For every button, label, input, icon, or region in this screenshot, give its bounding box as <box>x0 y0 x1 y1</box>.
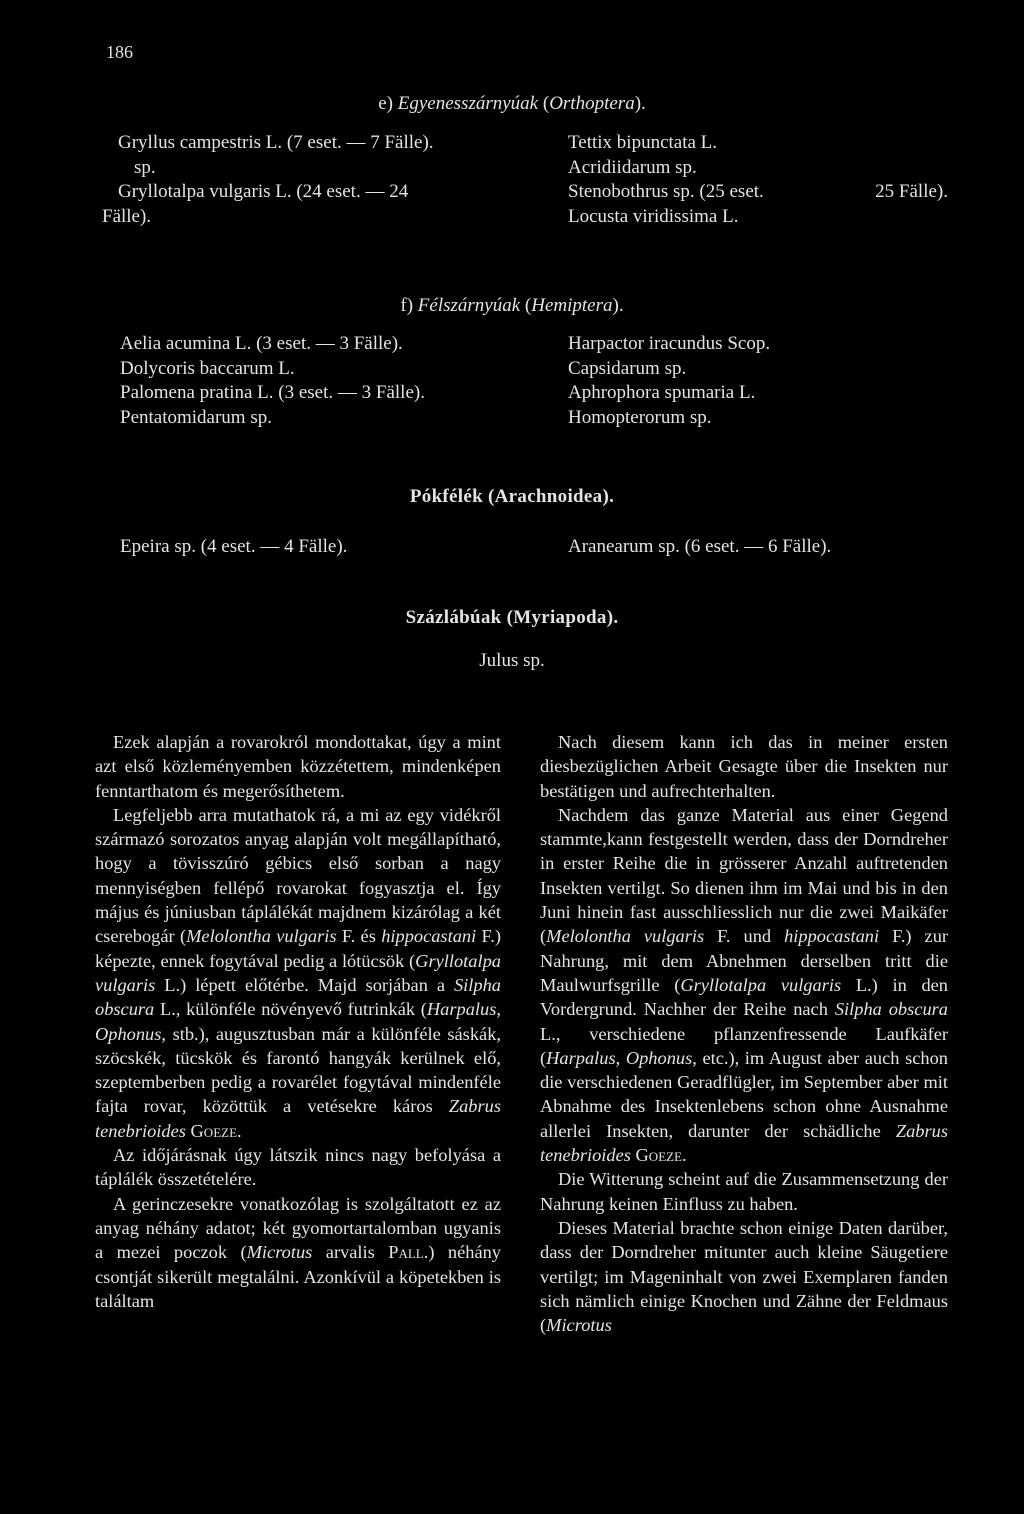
species-entry: Palomena pratina L. (3 eset. — 3 Fälle). <box>120 382 425 403</box>
species-entry: Julus sp. <box>479 650 545 671</box>
paragraph: Ezek alapján a rovarokról mondottakat, úgy a mint azt első közleményemben közzétettem, mindenképen fenntarthatom és megerősíthetem. <box>95 732 501 801</box>
species-entry: Epeira sp. (4 eset. — 4 Fälle). <box>120 536 348 557</box>
species-entry: Aelia acumina L. (3 eset. — 3 Fälle). <box>120 333 403 354</box>
species-entry: Gryllotalpa vulgaris L. (24 eset. — 24 <box>118 181 409 202</box>
heading-myriapoda: Százlábúak (Myriapoda). <box>405 607 619 628</box>
species-entry: Acridiidarum sp. <box>568 156 697 178</box>
species-entry: sp. <box>134 156 156 178</box>
orthoptera-left-list <box>102 131 503 229</box>
orthoptera-right-list <box>568 131 948 229</box>
heading-arachnoidea: Pókfélék (Arachnoidea). <box>409 486 615 507</box>
paragraph: A gerinczesekre vonatkozólag is szolgáltatott ez az anyag néhány adatot; két gyomortartalomban ugyanis a mezei poczok (Microtus arvalis Pall.) néhány csontját sikerült megtalálni. Azonkívül a köpetekben is találtam <box>95 1193 501 1311</box>
hemiptera-left-list <box>120 332 425 430</box>
heading-orthoptera: e) Egyenesszárnyúak (Orthoptera). <box>378 93 646 114</box>
paragraph: Nach diesem kann ich das in meiner ersten diesbezüglichen Arbeit Gesagte über die Insekten nur bestätigen und aufrechterhalten. <box>540 732 948 801</box>
paragraph: Legfeljebb arra mutathatok rá, a mi az egy vidékről származó sorozatos anyag alapján volt megállapítható, hogy a tövisszúró gébics első sorban a nagy mennyiségben fellépő rovarokat fogyasztja el. Így május és júniusban táplálékát majdnem kizárólag a két cserebogár (Melolontha vulgaris F. és hippocastani F.) képezte, ennek fogytával pedig a lótücsök (Gryllotalpa vulgaris L.) lépett előtérbe. Majd sorjában a Silpha obscura L., különféle növényevő futrinkák (Harpalus, Ophonus, stb.), augusztusban már a különféle sáskák, szöcskék, tücskök és farontó hangyák kerülnek elő, szeptemberben pedig a rovarélet fogytával mindenféle fajta rovar, közöttük a vetésekre káros Zabrus tenebrioides Goeze. <box>95 804 502 1141</box>
paragraph: Az időjárásnak úgy látszik nincs nagy befolyása a táplálék összetételére. <box>95 1145 501 1190</box>
page-number: 186 <box>106 42 133 62</box>
species-entry: Homopterorum sp. <box>568 406 712 428</box>
species-entry: Aphrophora spumaria L. <box>568 382 756 403</box>
paragraph: Die Witterung scheint auf die Zusammensetzung der Nahrung keinen Einfluss zu haben. <box>540 1169 948 1214</box>
hemiptera-right-list <box>568 332 770 430</box>
species-entry: Capsidarum sp. <box>568 357 687 379</box>
paragraph: Nachdem das ganze Material aus einer Gegend stammte,kann festgestellt werden, dass der Dorndreher in erster Reihe die in grösserer Anzahl auftretenden Insekten vertilgt. So dienen ihm im Mai und bis in den Juni hinein fast ausschliesslich nur die zwei Maikäfer (Melolontha vulgaris F. und hippocastani F.) zur Nahrung, mit dem Abnehmen derselben tritt die Maulwurfsgrille (Gryllotalpa vulgaris L.) in den Vordergrund. Nachher der Reihe nach Silpha obscura L., verschiedene pflanzenfressende Laufkäfer (Harpalus, Ophonus, etc.), im August aber auch schon die verschiedenen Geradflügler, im September aber mit Abnahme des Insektenlebens schon ohne Ausnahme allerlei Insekten, darunter der schädliche Zabrus tenebrioides Goeze. <box>540 804 949 1166</box>
species-entry: Fälle). <box>102 205 152 227</box>
species-entry: Tettix bipunctata L. <box>568 132 718 153</box>
species-entry: 25 Fälle). <box>875 181 948 202</box>
species-entry: Pentatomidarum sp. <box>120 406 272 428</box>
species-entry: Aranearum sp. (6 eset. — 6 Fälle). <box>568 536 832 557</box>
paragraph: Dieses Material brachte schon einige Daten darüber, dass der Dorndreher mitunter auch kleine Säugetiere vertilgt; im Mageninhalt von zwei Exemplaren fanden sich nämlich einige Knochen und Zähne der Feldmaus (Microtus <box>540 1217 948 1336</box>
hungarian-text-column <box>95 730 501 1313</box>
species-entry: Harpactor iracundus Scop. <box>568 333 771 354</box>
species-entry: Locusta viridissima L. <box>568 205 739 227</box>
species-entry: Stenobothrus sp. (25 eset. <box>568 181 764 202</box>
species-entry: Dolycoris baccarum L. <box>120 357 295 379</box>
species-entry: Gryllus campestris L. (7 eset. — 7 Fälle). <box>118 132 434 153</box>
heading-hemiptera: f) Félszárnyúak (Hemiptera). <box>400 295 624 316</box>
german-text-column <box>540 730 948 1337</box>
